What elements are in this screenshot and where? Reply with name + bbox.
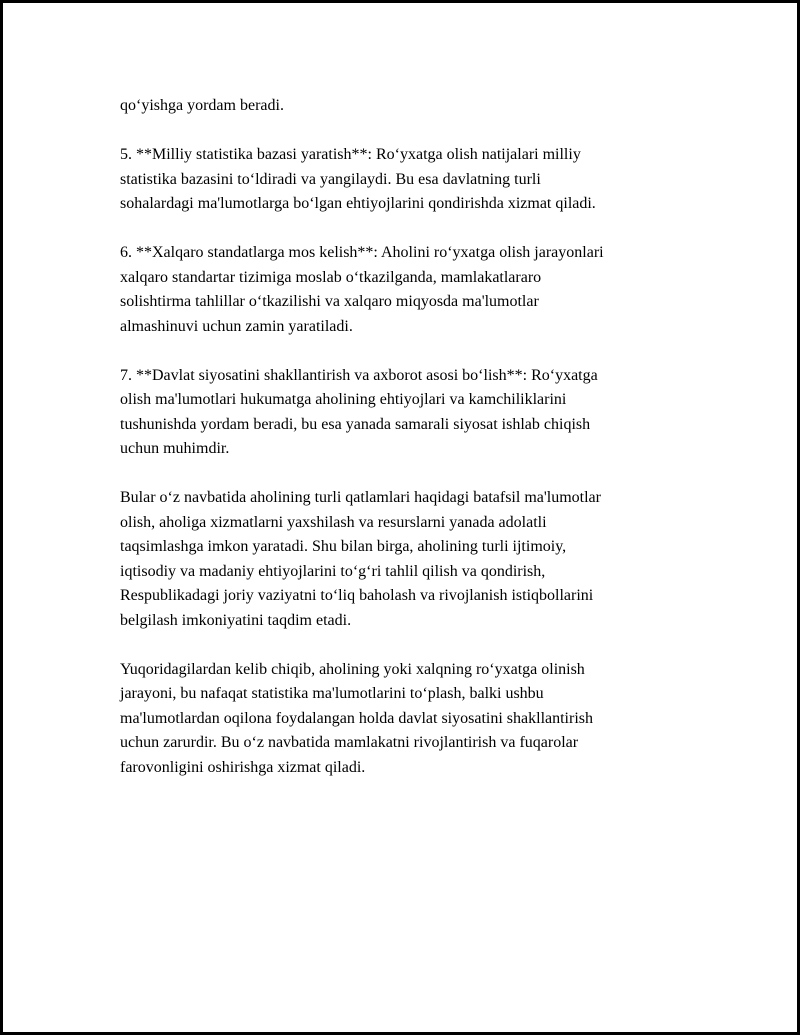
- text-line: farovonligini oshirishga xizmat qiladi.: [120, 758, 366, 776]
- text-line: uchun zarurdir. Bu o‘z navbatida mamlakatni rivojlantirish va fuqarolar: [120, 734, 579, 751]
- paragraph: [120, 486, 685, 633]
- paragraph-gap: [120, 339, 685, 364]
- text-line: qo‘yishga yordam beradi.: [120, 97, 284, 114]
- text-line: 6. **Xalqaro standatlarga mos kelish**: Aholini ro‘yxatga olish jarayonlari: [120, 244, 604, 261]
- text-line: olish, aholiga xizmatlarni yaxshilash va resurslarni yanada adolatli: [120, 513, 547, 531]
- text-line: belgilash imkoniyatini taqdim etadi.: [120, 611, 352, 629]
- text-line: ma'lumotlardan oqilona foydalangan holda davlat siyosatini shakllantirish: [120, 709, 593, 727]
- text-line: xalqaro standartar tizimiga moslab o‘tkazilganda, mamlakatlararo: [120, 268, 542, 286]
- text-line: taqsimlashga imkon yaratadi. Shu bilan birga, aholining turli ijtimoiy,: [120, 538, 567, 555]
- paragraph-gap: [120, 217, 685, 242]
- text-line: Bular o‘z navbatida aholining turli qatlamlari haqidagi batafsil ma'lumotlar: [120, 489, 601, 506]
- text-line: 7. **Davlat siyosatini shakllantirish va axborot asosi bo‘lish**: Ro‘yxatga: [120, 366, 598, 384]
- text-line: Respublikadagi joriy vaziyatni to‘liq baholash va rivojlanish istiqbollarini: [120, 587, 594, 604]
- text-line: 5. **Milliy statistika bazasi yaratish**: Ro‘yxatga olish natijalari milliy: [120, 146, 581, 163]
- text-line: jarayoni, bu nafaqat statistika ma'lumotlarini to‘plash, balki ushbu: [120, 685, 544, 702]
- paragraph: [120, 364, 685, 462]
- paragraph: [120, 143, 685, 217]
- paragraph-gap: [120, 462, 685, 487]
- paragraph: [120, 658, 685, 781]
- text-line: tushunishda yordam beradi, bu esa yanada samarali siyosat ishlab chiqish: [120, 415, 591, 433]
- text-line: sohalardagi ma'lumotlarga bo‘lgan ehtiyojlarini qondirishda xizmat qiladi.: [120, 195, 596, 212]
- text-line: Yuqoridagilardan kelib chiqib, aholining yoki xalqning ro‘yxatga olinish: [120, 660, 585, 678]
- text-line: statistika bazasini to‘ldiradi va yangilaydi. Bu esa davlatning turli: [120, 170, 541, 188]
- text-line: almashinuvi uchun zamin yaratiladi.: [120, 317, 353, 335]
- text-line: iqtisodiy va madaniy ehtiyojlarini to‘g‘ri tahlil qilish va qondirish,: [120, 562, 546, 580]
- paragraph-gap: [120, 633, 685, 658]
- paragraph-gap: [120, 119, 685, 144]
- paragraph: [120, 94, 685, 119]
- text-line: solishtirma tahlillar o‘tkazilishi va xalqaro miqyosda ma'lumotlar: [120, 293, 539, 310]
- document-body: [120, 94, 685, 780]
- text-line: olish ma'lumotlari hukumatga aholining ehtiyojlari va kamchiliklarini: [120, 391, 567, 408]
- text-line: uchun muhimdir.: [120, 440, 230, 457]
- paragraph: [120, 241, 685, 339]
